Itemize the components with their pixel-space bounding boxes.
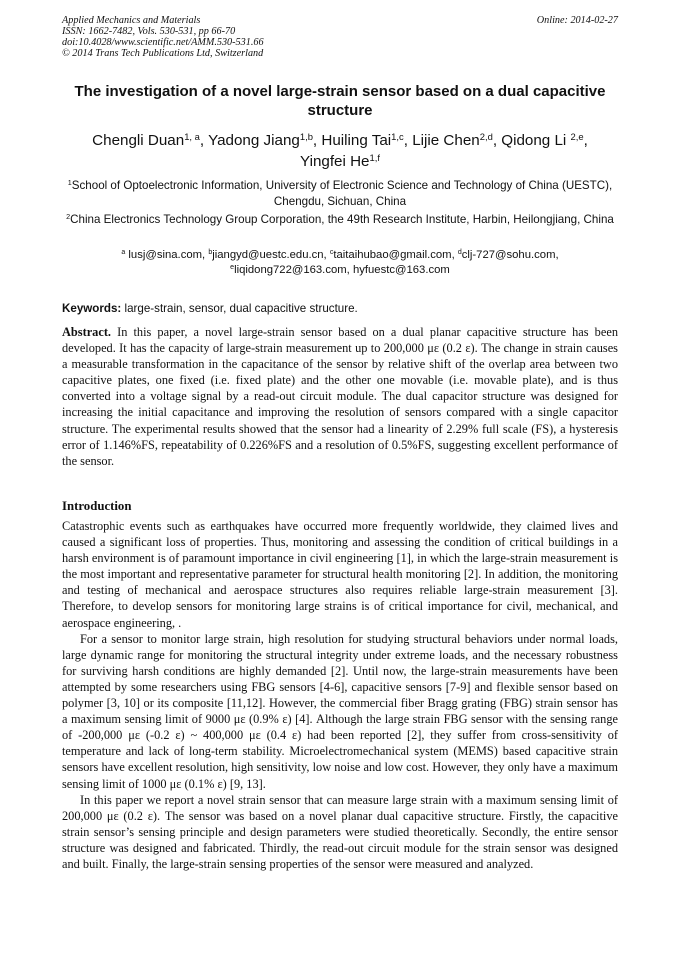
paragraph: Catastrophic events such as earthquakes have occurred more frequently worldwide, they claimed lives and caused a significant loss of properties. Thus, monitoring and assessing the condition of critical buildings in a harsh environment is of paramount importance in civil engineering [1], in which the large-strain measurement is the most important and representative parameter for structural health monitoring [2]. In addition, the monitoring and testing of mechanical and aerospace structures also requires reliable large-strain measurement [3]. Therefore, to develop sensors for monitoring large strains is of critical importance for civil, mechanical, and aerospace engineering, .: [62, 519, 618, 630]
affiliation-2: $^2$China Electronics Technology Group Corporation, the 49th Research Institute, Harbin, Heilongjiang, China: [66, 212, 614, 226]
copyright-line: © 2014 Trans Tech Publications Ltd, Switzerland: [62, 48, 264, 59]
paragraph: For a sensor to monitor large strain, high resolution for studying structural behaviors under normal loads, large dynamic range for monitoring the structural integrity under extreme loads, and the necessary robustness for surviving harsh conditions are highly demanded [2]. Until now, the large-strain measurements have been attempted by some researchers using FBG sensors [4-6], capacitive sensors [7-9] and flexible sensor based on polymer [3, 10] or its composite [11,12]. However, the commercial fiber Bragg grating (FBG) strain sensor has a maximum sensing limit of 9000 με (0.9% ε) [4]. Although the large strain FBG sensor with the sensing range of -200,000 με (-0.2 ε) ~ 400,000 με (0.4 ε) had been reported [2], they suffer from cross-sensitivity of temperature and lack of long-term stability. Microelectromechanical system (MEMS) based capacitive strain sensors have excellent resolution, high sensitivity, low noise and low cost. However, they only have a maximum sensing limit of 1000 με (0.1% ε) [9, 13].: [62, 631, 618, 791]
issn-line: ISSN: 1662-7482, Vols. 530-531, pp 66-70: [62, 26, 236, 37]
author: Qidong Li $^{2,e}$,: [501, 130, 588, 149]
email[interactable]: lusj@sina.com,: [125, 249, 209, 261]
paper-title: The investigation of a novel large-strain sensor based on a dual capacitive structure: [74, 83, 606, 119]
abstract-text: In this paper, a novel large-strain sensor based on a dual planar capacitive structure has been developed. It has the capacity of large-strain measurement up to 200,000 με (0.2 ε). The change in strain causes a measurable transformation in the capacitance of the sensor by relative shift of the overlap area between two capacitive plates, one fixed (i.e. fixed plate) and the other one movable (i.e. movable plate), and is thus converted into a voltage signal by a read-out circuit module. The dual capacitor structure was designed for increasing the initial capacitance and improving the resolution of sensors compared with a single capacitor structure. The experimental results showed that the sensor had a linearity of 2.29% full scale (FS), a hysteresis error of 1.146%FS, repeatability of 0.226%FS and a resolution of 0.5%FS, suggesting excellent performance of the sensor.: [62, 325, 618, 468]
abstract-label: Abstract.: [62, 325, 112, 339]
keywords: [62, 301, 618, 316]
email[interactable]: taitaihubao@gmail.com,: [333, 249, 458, 261]
journal-name: Applied Mechanics and Materials: [62, 15, 201, 26]
keywords-text: large-strain, sensor, dual capacitive structure.: [121, 302, 358, 315]
author: Yingfei He$^{1,f}$: [300, 151, 380, 170]
online-date: Online: 2014-02-27: [536, 15, 618, 26]
email[interactable]: liqidong722@163.com, hyfuestc@163.com: [234, 264, 450, 276]
author-list: [62, 130, 618, 172]
author: Lijie Chen$^{2,d}$,: [412, 130, 502, 149]
email[interactable]: jiangyd@uestc.edu.cn,: [212, 249, 330, 261]
journal-header: [62, 15, 618, 59]
author: Huiling Tai$^{1,c}$,: [321, 130, 413, 149]
affiliation-1: $^1$School of Optoelectronic Information, University of Electronic Science and Technology of China (UESTC), Chengdu, Sichuan, China: [67, 178, 613, 208]
email[interactable]: clj-727@sohu.com,: [461, 249, 559, 261]
author: Chengli Duan$^{1, a}$,: [92, 130, 209, 149]
abstract: [62, 324, 618, 469]
email-list: $^a$ lusj@sina.com, $^b$jiangyd@uestc.edu.cn, $^c$taitaihubao@gmail.com, $^d$clj-727@sohu.com, $^e$liqidong722@163.com, hyfuestc@163.com: [121, 249, 559, 276]
keywords-label: Keywords:: [62, 302, 122, 315]
introduction-body: [62, 518, 618, 872]
author: Yadong Jiang$^{1,b}$,: [208, 130, 322, 149]
paragraph: In this paper we report a novel strain sensor that can measure large strain with a maximum sensing limit of 200,000 με (0.2 ε). The sensor was based on a novel planar dual capacitive structure. Firstly, the capacitive strain sensor’s sensing principle and design parameters were studied theoretically. Secondly, the entire sensor structure was designed and fabricated. Thirdly, the read-out circuit module for the strain sensor was designed and built. Finally, the large-strain sensing properties of the sensor were measured and analyzed.: [62, 792, 618, 871]
section-heading-introduction: Introduction: [62, 499, 132, 513]
doi-line[interactable]: doi:10.4028/www.scientific.net/AMM.530-531.66: [62, 37, 264, 48]
